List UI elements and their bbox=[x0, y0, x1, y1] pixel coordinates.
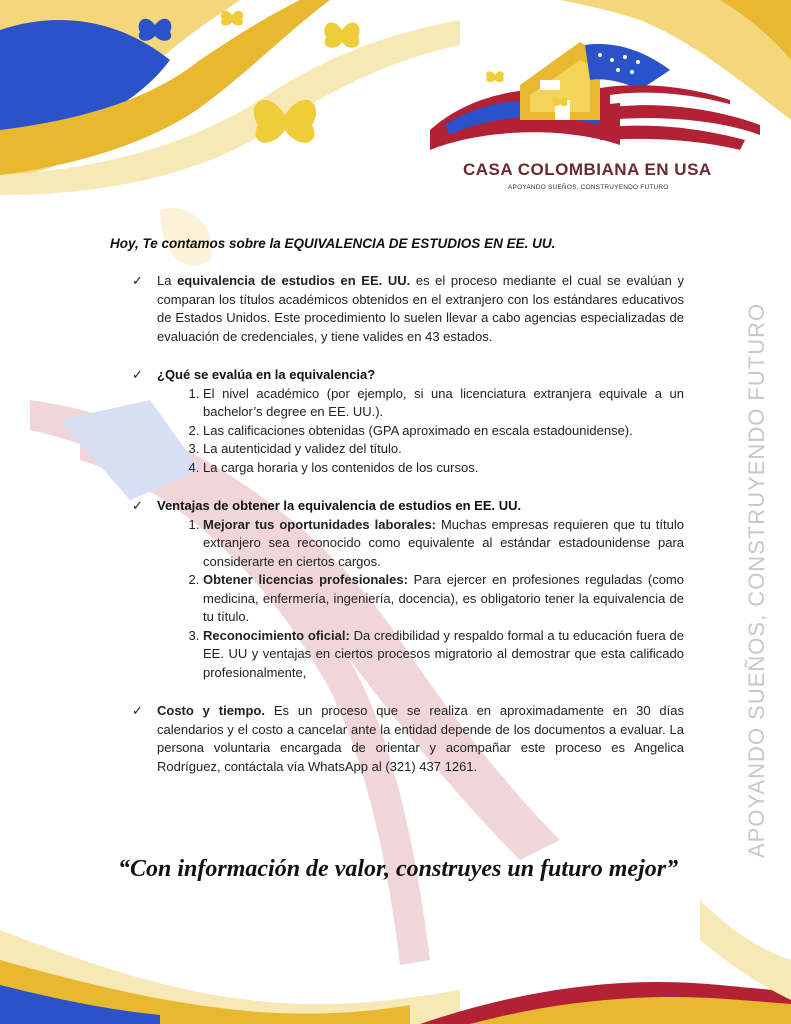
evaluation-list bbox=[157, 385, 684, 478]
brand-name: CASA COLOMBIANA EN USA bbox=[463, 160, 712, 179]
list-item: 2. Las calificaciones obtenidas (GPA aproximado en escala estadounidense). bbox=[203, 422, 684, 441]
vertical-slogan: APOYANDO SUEÑOS, CONSTRUYENDO FUTURO bbox=[744, 302, 769, 858]
list-item bbox=[203, 627, 684, 683]
section2-title: ¿Qué se evalúa en la equivalencia? bbox=[157, 367, 376, 382]
list-item: 1. El nivel académico (por ejemplo, si una licenciatura extranjera equivale a un bachelor’s degree en EE. UU.). bbox=[203, 385, 684, 422]
section4-bold: Costo y tiempo. bbox=[157, 703, 265, 718]
section-evaluation bbox=[132, 366, 684, 477]
checkmark-icon: ✓ bbox=[132, 273, 143, 288]
section4-text: Es un proceso que se realiza en aproximadamente en 30 días calendarios y el costo a cancelar ante la entidad depende de los documentos a evaluar. La persona voluntaria encargada de orientar y acompañar este proceso es Angelica Rodríguez, contáctala vía WhatsApp al (321) 437 1261. bbox=[157, 703, 684, 774]
advantage-title: Mejorar tus oportunidades laborales: bbox=[203, 516, 437, 532]
checkmark-icon: ✓ bbox=[132, 703, 143, 718]
brand-slogan: APOYANDO SUEÑOS, CONSTRUYENDO FUTURO bbox=[508, 184, 669, 191]
section1-text: es el proceso mediante el cual se evalúan y comparan los títulos académicos obtenidos en el extranjero con los estándares educativos de Estados Unidos. Este procedimiento lo suelen llevar a cabo agencias especializadas de evaluación de credenciales, y tiene valides en 43 estados. bbox=[157, 273, 684, 344]
advantage-title: Obtener licencias profesionales: bbox=[203, 572, 408, 587]
section-advantages bbox=[132, 497, 684, 682]
section-definition bbox=[132, 272, 684, 346]
intro-heading: Hoy, Te contamos sobre la EQUIVALENCIA DE ESTUDIOS EN EE. UU. bbox=[110, 236, 556, 251]
section1-bold: equivalencia de estudios en EE. UU. bbox=[177, 273, 411, 288]
list-item: 4. La carga horaria y los contenidos de los cursos. bbox=[203, 459, 684, 478]
advantages-list bbox=[157, 516, 684, 683]
advantage-text: Para ejercer en profesiones reguladas (como medicina, enfermería, ingeniería, docencia), es obligatorio tener la equivalencia de tu título. bbox=[203, 572, 684, 624]
section3-title: Ventajas de obtener la equivalencia de estudios en EE. UU. bbox=[157, 498, 522, 513]
checkmark-icon: ✓ bbox=[132, 498, 143, 513]
advantage-text: Muchas empresas requieren que tu título extranjero sea reconocido como equivalente al estándar estadounidense para considerarte en ciertos cargos. bbox=[203, 516, 684, 569]
section-cost-time bbox=[132, 702, 684, 776]
advantage-title: Reconocimiento oficial: bbox=[203, 627, 350, 643]
list-item bbox=[203, 571, 684, 627]
document-body bbox=[132, 272, 684, 796]
list-item: 3. La autenticidad y validez del título. bbox=[203, 440, 684, 459]
advantage-text: Da credibilidad y respaldo formal a tu educación fuera de EE. UU y ventajas en ciertos procesos migratorio al demostrar que esta calificado profesionalmente, bbox=[203, 627, 684, 680]
checkmark-icon: ✓ bbox=[132, 367, 143, 382]
section1-pre: La bbox=[157, 273, 178, 288]
list-item bbox=[203, 516, 684, 572]
closing-quote: “Con información de valor, construyes un futuro mejor” bbox=[118, 856, 679, 882]
